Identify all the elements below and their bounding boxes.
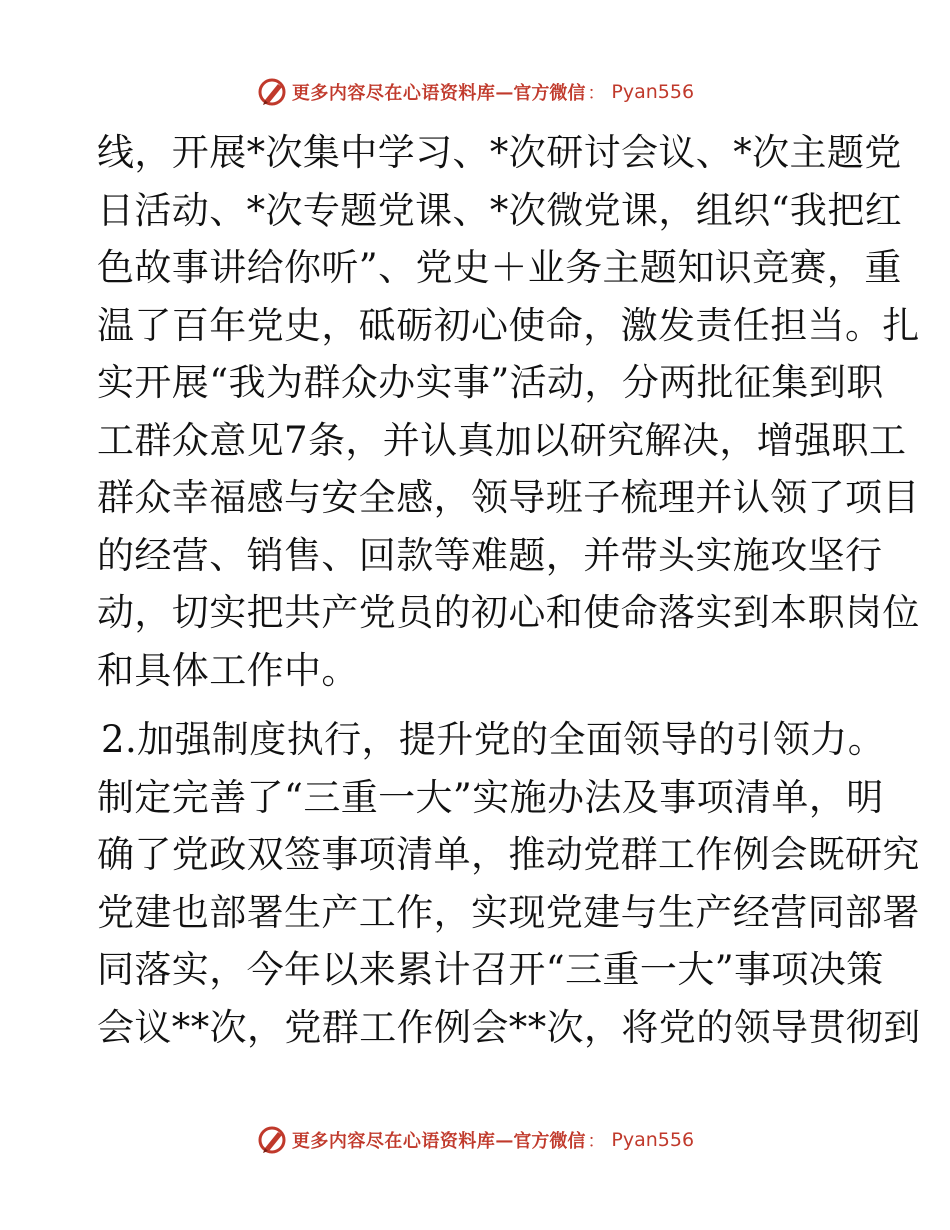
paragraph-1 <box>97 124 920 699</box>
text-line: 制定完善了“三重一大”实施办法及事项清单，明 <box>97 775 884 819</box>
watermark-wechat-label: 官方微信 <box>513 1131 586 1152</box>
section-heading-2: 2.加强制度执行，提升党的全面领导的引领力。 <box>101 718 886 761</box>
paragraph-2 <box>97 769 921 1057</box>
watermark-wechat-label: 官方微信 <box>513 83 586 104</box>
text-line: 线，开展*次集中学习、*次研讨会议、*次主题党 <box>97 131 902 174</box>
text-line: 工群众意见7条，并认真加以研究解决，增强职工 <box>97 418 907 462</box>
watermark-main-text: 更多内容尽在心语资料库 <box>291 83 496 104</box>
text-line: 色故事讲给你听”、党史＋业务主题知识竞赛，重 <box>97 246 902 289</box>
text-line: 温了百年党史，砥砺初心使命，激发责任担当。扎 <box>97 303 920 347</box>
text-line: 群众幸福感与安全感，领导班子梳理并认领了项目 <box>97 476 920 519</box>
pen-logo-icon <box>256 76 288 108</box>
watermark-separator: — <box>495 1129 514 1151</box>
watermark-colon: ： <box>587 83 606 104</box>
document-body <box>97 124 921 1056</box>
text-line: 和具体工作中。 <box>97 648 359 692</box>
text-line: 的经营、销售、回款等难题，并带头实施攻坚行 <box>97 533 883 577</box>
text-line: 确了党政双签事项清单，推动党群工作例会既研究 <box>97 833 920 876</box>
watermark-wechat-id: Pyan556 <box>611 1129 695 1151</box>
watermark-wechat-id: Pyan556 <box>611 81 695 103</box>
text-line: 实开展“我为群众办实事”活动，分两批征集到职 <box>97 361 884 404</box>
text-line: 党建也部署生产工作，实现党建与生产经营同部署 <box>97 890 920 934</box>
text-line: 会议**次，党群工作例会**次，将党的领导贯彻到 <box>97 1005 921 1049</box>
watermark-colon: ： <box>587 1131 606 1152</box>
watermark-separator: — <box>495 81 514 103</box>
text-line: 动，切实把共产党员的初心和使命落实到本职岗位 <box>97 591 920 634</box>
watermark-main-text: 更多内容尽在心语资料库 <box>291 1131 496 1152</box>
pen-logo-icon <box>256 1124 288 1156</box>
footer-watermark <box>0 1120 950 1160</box>
text-line: 日活动、*次专题党课、*次微党课，组织“我把红 <box>97 188 903 232</box>
text-line: 同落实，今年以来累计召开“三重一大”事项决策 <box>97 948 884 991</box>
header-watermark <box>0 72 950 112</box>
